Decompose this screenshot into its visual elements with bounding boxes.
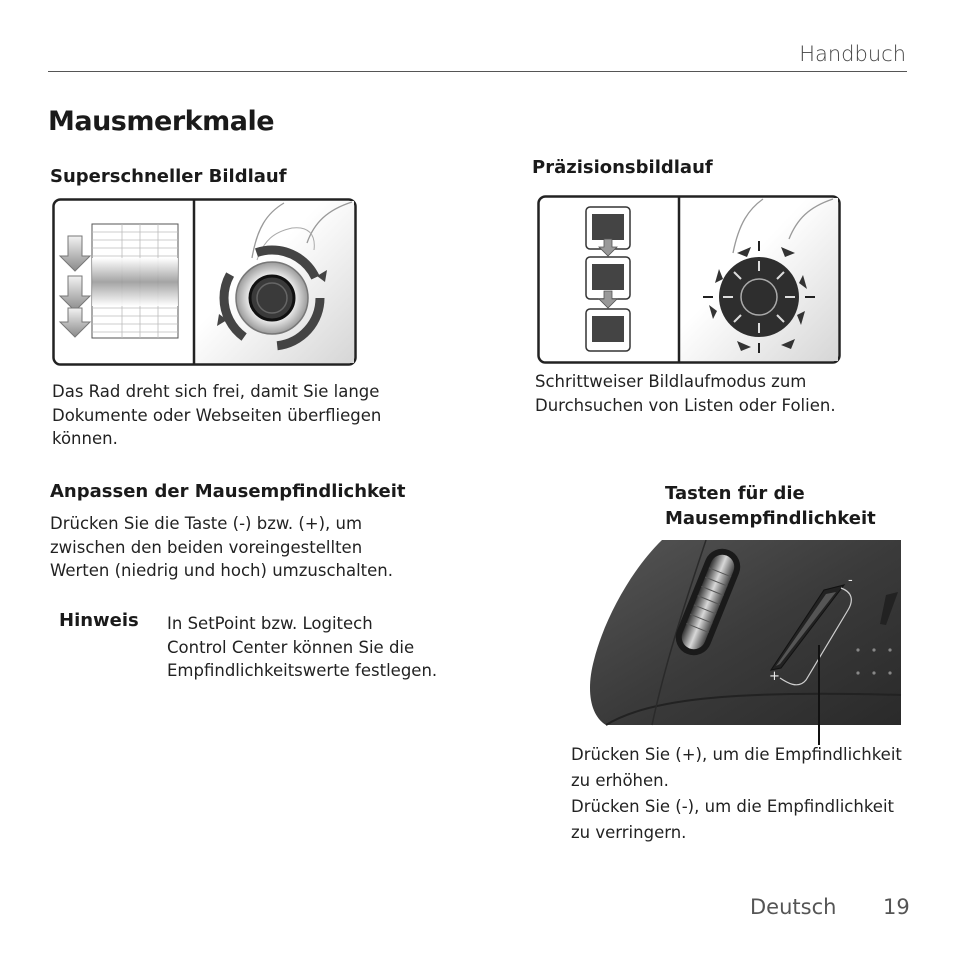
note-label: Hinweis xyxy=(59,610,139,631)
title-line: Tasten für die xyxy=(665,483,805,504)
precision-scroll-title: Präzisionsbildlauf xyxy=(532,157,713,178)
hyper-scroll-illustration xyxy=(52,198,357,366)
hyper-scroll-title: Superschneller Bildlauf xyxy=(50,166,287,187)
description-line: können. xyxy=(52,429,118,448)
note-text xyxy=(167,612,437,683)
mouse-illustration xyxy=(586,540,902,745)
footer-language: Deutsch xyxy=(750,895,837,919)
precision-scroll-description xyxy=(535,370,836,417)
sensitivity-buttons-caption xyxy=(571,742,902,846)
minus-sign: - xyxy=(848,573,853,588)
description-line: Durchsuchen von Listen oder Folien. xyxy=(535,395,836,415)
caption-line: Drücken Sie (-), um die Empfindlichkeit xyxy=(571,797,895,816)
page-title: Mausmerkmale xyxy=(48,106,275,137)
header-section-label: Handbuch xyxy=(799,42,906,66)
description-line: Schrittweiser Bildlaufmodus zum xyxy=(535,372,807,391)
note-line: In SetPoint bzw. Logitech xyxy=(167,614,373,633)
sensitivity-description xyxy=(50,512,393,583)
note-line: Empfindlichkeitswerte festlegen. xyxy=(167,661,438,680)
description-line: Werten (niedrig und hoch) umzuschalten. xyxy=(50,561,393,580)
caption-line: zu erhöhen. xyxy=(571,771,669,790)
sensitivity-buttons-title xyxy=(665,481,876,531)
description-line: Drücken Sie die Taste (-) bzw. (+), um xyxy=(50,514,363,533)
description-line: Dokumente oder Webseiten überfliegen xyxy=(52,405,382,425)
header-rule xyxy=(48,71,907,72)
footer-page-number: 19 xyxy=(883,895,910,919)
precision-scroll-illustration xyxy=(537,195,841,365)
note-line: Control Center können Sie die xyxy=(167,637,415,657)
description-line: zwischen den beiden voreingestellten xyxy=(50,537,363,557)
plus-sign: + xyxy=(769,669,780,684)
caption-line: Drücken Sie (+), um die Empfindlichkeit xyxy=(571,745,902,764)
hyper-scroll-description xyxy=(52,380,381,451)
description-line: Das Rad dreht sich frei, damit Sie lange xyxy=(52,382,380,401)
title-line: Mausempfindlichkeit xyxy=(665,508,876,529)
sensitivity-title: Anpassen der Mausempfindlichkeit xyxy=(50,481,406,502)
caption-line: zu verringern. xyxy=(571,823,687,842)
